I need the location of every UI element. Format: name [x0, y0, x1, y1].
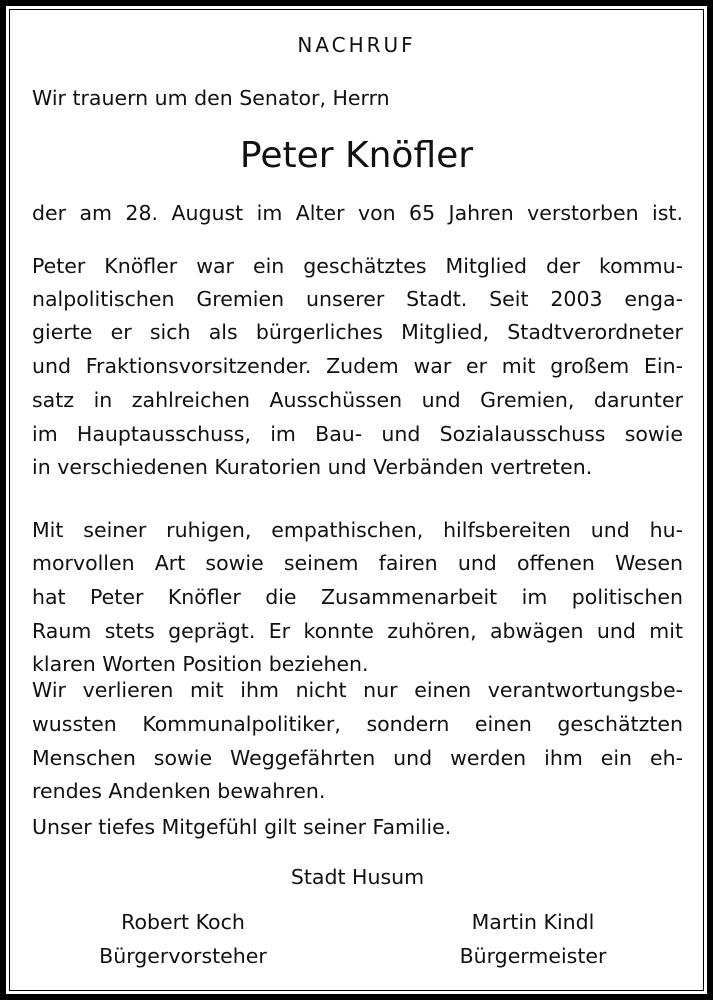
text-line: hat Peter Knöfler die Zusammenarbeit im politischen: [32, 585, 683, 609]
signatory-2: [413, 905, 653, 973]
text-line: Menschen sowie Weggefährten und werden ihm ein eh-: [32, 746, 683, 770]
signatory-title: Bürgervorsteher: [99, 944, 267, 968]
intro-line: Wir trauern um den Senator, Herrn: [32, 86, 390, 110]
organization: Stadt Husum: [290, 865, 425, 889]
text-line: Raum stets geprägt. Er konnte zuhören, abwägen und mit: [32, 619, 683, 643]
signatory-1: [63, 905, 303, 973]
text-line: wussten Kommunalpolitiker, sondern einen geschätzten: [32, 712, 683, 736]
deceased-name: Peter Knöfler: [239, 135, 474, 176]
text-line: im Hauptausschuss, im Bau- und Sozialausschuss sowie: [32, 422, 683, 446]
signatory-title: Bürgermeister: [459, 944, 607, 968]
text-line: und Fraktionsvorsitzender. Zudem war er mit großem Ein-: [32, 354, 683, 378]
signatory-name: Robert Koch: [121, 910, 245, 934]
condolence-line: Unser tiefes Mitgefühl gilt seiner Familie.: [32, 815, 452, 839]
signatory-name: Martin Kindl: [471, 910, 595, 934]
text-line: morvollen Art sowie seinem fairen und offenen Wesen: [32, 551, 683, 575]
text-line: satz in zahlreichen Ausschüssen und Gremien, darunter: [32, 388, 683, 412]
text-line: Wir verlieren mit ihm nicht nur einen verantwortungsbe-: [32, 678, 683, 702]
text-line: Peter Knöfler war ein geschätztes Mitglied der kommu-: [32, 254, 683, 278]
text-line: nalpolitischen Gremien unserer Stadt. Seit 2003 enga-: [32, 287, 683, 311]
death-line: der am 28. August im Alter von 65 Jahren verstorben ist.: [32, 201, 683, 225]
text-line: Mit seiner ruhigen, empathischen, hilfsbereiten und hu-: [32, 518, 683, 542]
text-line: gierte er sich als bürgerliches Mitglied, Stadtverordneter: [32, 320, 683, 344]
heading: NACHRUF: [297, 33, 416, 57]
text-line: klaren Worten Position beziehen.: [32, 652, 369, 676]
text-line: in verschiedenen Kuratorien und Verbänden vertreten.: [32, 455, 593, 479]
text-line: rendes Andenken bewahren.: [32, 779, 326, 803]
